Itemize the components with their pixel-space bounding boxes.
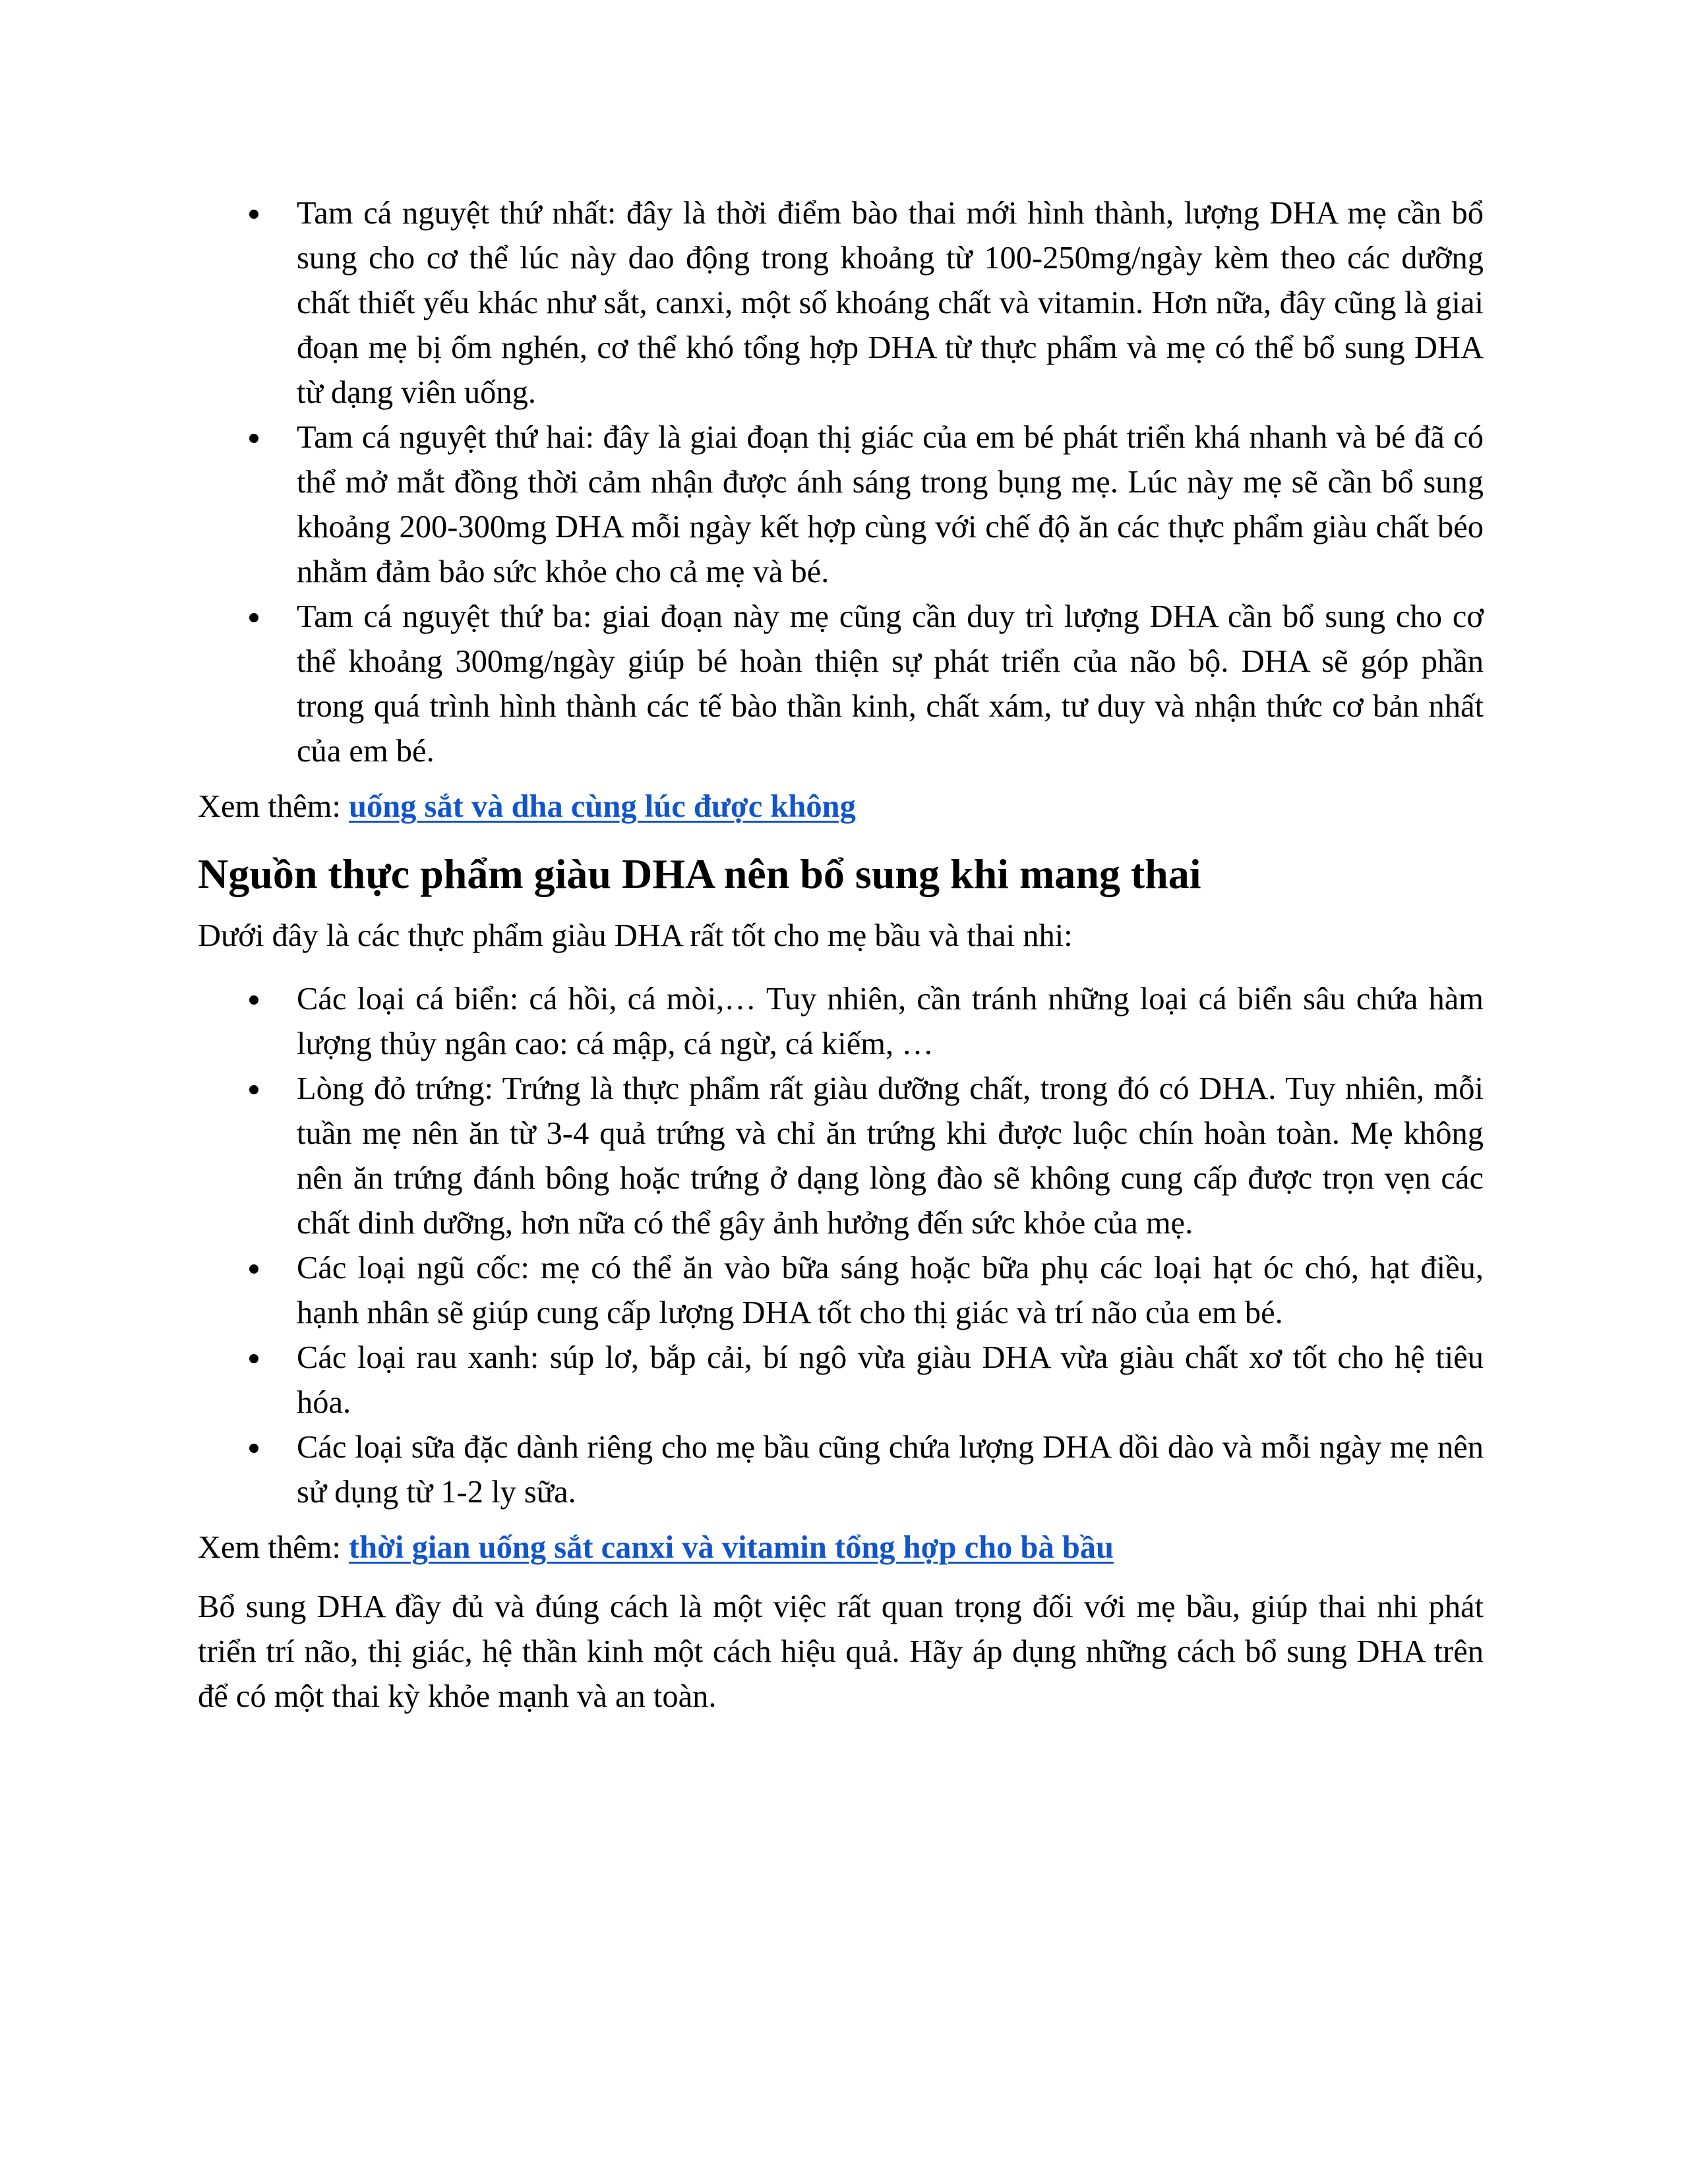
bullet-icon	[249, 210, 258, 219]
bullet-icon	[249, 1444, 258, 1453]
section-heading: Nguồn thực phẩm giàu DHA nên bổ sung khi mang thai	[198, 850, 1201, 897]
bullet-icon	[249, 1264, 258, 1274]
list-item-text: Lòng đỏ trứng: Trứng là thực phẩm rất giàu dưỡng chất, trong đó có DHA. Tuy nhiên, mỗi tuần mẹ nên ăn từ 3-4 quả trứng và chỉ ăn trứng khi được luộc chín hoàn toàn. Mẹ không nên ăn trứng đánh bông hoặc trứng ở dạng lòng đào sẽ không cung cấp được trọn vẹn các chất dinh dưỡng, hơn nữa có thể gây ảnh hưởng đến sức khỏe của mẹ.	[297, 1071, 1484, 1241]
list-item-text: Các loại ngũ cốc: mẹ có thể ăn vào bữa sáng hoặc bữa phụ các loại hạt óc chó, hạt điều, hạnh nhân sẽ giúp cung cấp lượng DHA tốt cho thị giác và trí não của em bé.	[297, 1251, 1484, 1330]
list-item	[198, 1336, 1484, 1425]
list-item-text: Các loại rau xanh: súp lơ, bắp cải, bí ngô vừa giàu DHA vừa giàu chất xơ tốt cho hệ tiêu hóa.	[297, 1340, 1484, 1420]
bullet-icon	[249, 613, 258, 622]
trimester-list	[198, 191, 1484, 774]
see-more-paragraph	[198, 784, 1484, 829]
list-item	[198, 595, 1484, 774]
see-more-prefix: Xem thêm:	[198, 1530, 349, 1565]
list-item-text: Tam cá nguyệt thứ nhất: đây là thời điểm bào thai mới hình thành, lượng DHA mẹ cần bổ sung cho cơ thể lúc này dao động trong khoảng từ 100-250mg/ngày kèm theo các dưỡng chất thiết yếu khác như sắt, canxi, một số khoáng chất và vitamin. Hơn nữa, đây cũng là giai đoạn mẹ bị ốm nghén, cơ thể khó tổng hợp DHA từ thực phẩm và mẹ có thể bổ sung DHA từ dạng viên uống.	[297, 196, 1484, 410]
see-more-link[interactable]: thời gian uống sắt canxi và vitamin tổng hợp cho bà bầu	[348, 1530, 1114, 1565]
closing-paragraph: Bổ sung DHA đầy đủ và đúng cách là một việc rất quan trọng đối với mẹ bầu, giúp thai nhi phát triển trí não, thị giác, hệ thần kinh một cách hiệu quả. Hãy áp dụng những cách bổ sung DHA trên để có một thai kỳ khỏe mạnh và an toàn.	[198, 1589, 1484, 1714]
bullet-icon	[249, 1354, 258, 1363]
bullet-icon	[249, 995, 258, 1005]
see-more-paragraph	[198, 1525, 1484, 1570]
list-item	[198, 191, 1484, 415]
list-item	[198, 1246, 1484, 1336]
bullet-icon	[249, 1085, 258, 1094]
list-item-text: Tam cá nguyệt thứ hai: đây là giai đoạn thị giác của em bé phát triển khá nhanh và bé đã có thể mở mắt đồng thời cảm nhận được ánh sáng trong bụng mẹ. Lúc này mẹ sẽ cần bổ sung khoảng 200-300mg DHA mỗi ngày kết hợp cùng với chế độ ăn các thực phẩm giàu chất béo nhằm đảm bảo sức khỏe cho cả mẹ và bé.	[297, 420, 1484, 589]
see-more-link[interactable]: uống sắt và dha cùng lúc được không	[348, 789, 856, 824]
list-item	[198, 415, 1484, 595]
list-item	[198, 1067, 1484, 1246]
food-list	[198, 977, 1484, 1515]
list-item	[198, 1425, 1484, 1515]
intro-paragraph: Dưới đây là các thực phẩm giàu DHA rất tốt cho mẹ bầu và thai nhi:	[198, 918, 1073, 953]
bullet-icon	[249, 434, 258, 443]
list-item-text: Tam cá nguyệt thứ ba: giai đoạn này mẹ cũng cần duy trì lượng DHA cần bổ sung cho cơ thể khoảng 300mg/ngày giúp bé hoàn thiện sự phát triển của não bộ. DHA sẽ góp phần trong quá trình hình thành các tế bào thần kinh, chất xám, tư duy và nhận thức cơ bản nhất của em bé.	[297, 599, 1484, 769]
document-page	[198, 191, 1484, 1719]
list-item	[198, 977, 1484, 1067]
list-item-text: Các loại cá biển: cá hồi, cá mòi,… Tuy nhiên, cần tránh những loại cá biển sâu chứa hàm lượng thủy ngân cao: cá mập, cá ngừ, cá kiếm, …	[297, 982, 1484, 1061]
see-more-prefix: Xem thêm:	[198, 789, 349, 824]
list-item-text: Các loại sữa đặc dành riêng cho mẹ bầu cũng chứa lượng DHA dồi dào và mỗi ngày mẹ nên sử dụng từ 1-2 ly sữa.	[297, 1430, 1484, 1510]
